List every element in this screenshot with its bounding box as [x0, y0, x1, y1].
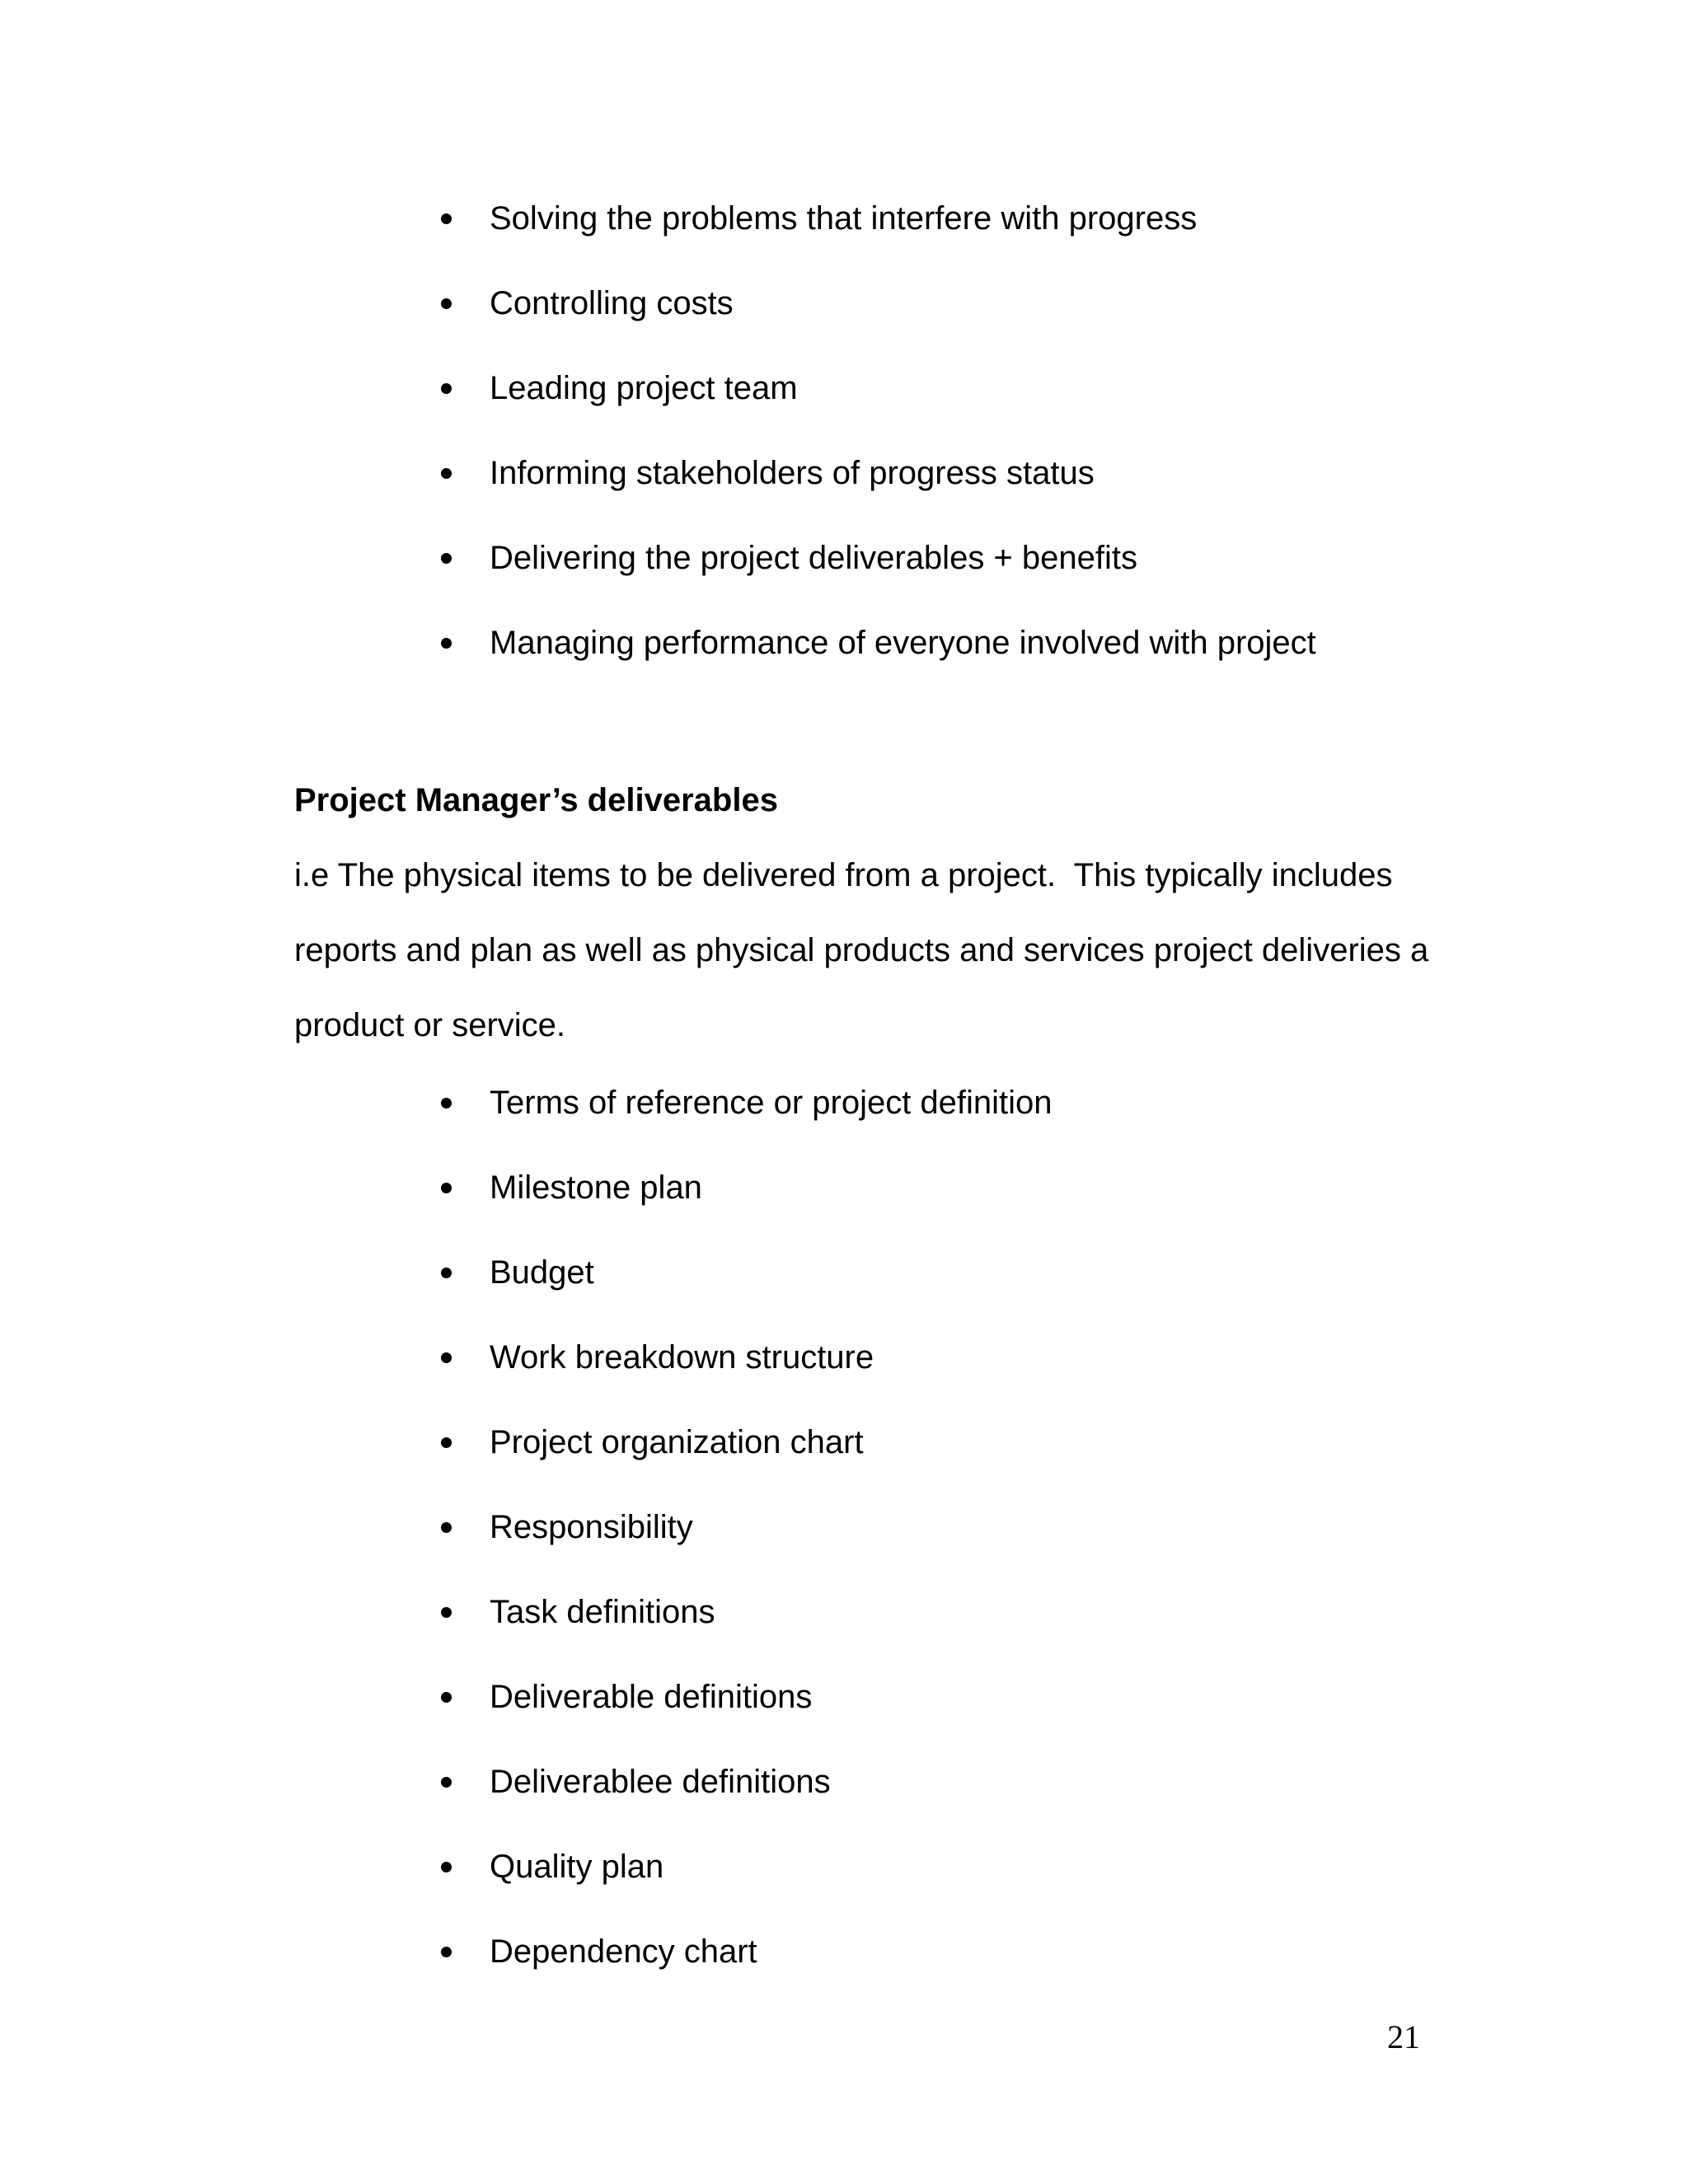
- bullet-icon: [441, 1862, 452, 1872]
- bullet-icon: [441, 1947, 452, 1957]
- bullet-icon: [441, 1183, 452, 1193]
- page-number: 21: [1387, 2018, 1420, 2055]
- list-item-text: Responsibility: [490, 1509, 693, 1545]
- bullet-icon: [441, 1268, 452, 1278]
- list-item-text: Controlling costs: [490, 285, 734, 321]
- bullet-icon: [441, 1098, 452, 1108]
- paragraph-line: product or service.: [294, 1007, 566, 1043]
- list-item-text: Deliverablee definitions: [490, 1764, 831, 1800]
- list-item-text: Task definitions: [490, 1594, 715, 1630]
- list-item-text: Project organization chart: [490, 1424, 864, 1460]
- list-item-text: Informing stakeholders of progress status: [490, 455, 1095, 491]
- bullet-icon: [441, 553, 452, 564]
- bullet-icon: [441, 213, 452, 224]
- bullet-icon: [441, 638, 452, 649]
- list-item-text: Dependency chart: [490, 1933, 757, 1970]
- bullet-icon: [441, 1437, 452, 1448]
- bullet-icon: [441, 1692, 452, 1703]
- list-item-text: Quality plan: [490, 1849, 664, 1885]
- bullet-icon: [441, 298, 452, 309]
- bullet-icon: [441, 1352, 452, 1363]
- bullet-icon: [441, 468, 452, 479]
- bullet-icon: [441, 1607, 452, 1618]
- list-item-text: Milestone plan: [490, 1169, 702, 1206]
- list-item-text: Terms of reference or project definition: [490, 1085, 1053, 1121]
- list-item-text: Deliverable definitions: [490, 1679, 813, 1715]
- paragraph-line: i.e The physical items to be delivered from a project. This typically includes: [294, 857, 1393, 893]
- bullet-icon: [441, 383, 452, 394]
- bullet-icon: [441, 1777, 452, 1788]
- list-item-text: Leading project team: [490, 370, 798, 406]
- list-item-text: Managing performance of everyone involved with project: [490, 625, 1316, 661]
- bullet-icon: [441, 1522, 452, 1533]
- list-item-text: Solving the problems that interfere with progress: [490, 200, 1198, 237]
- list-item-text: Budget: [490, 1254, 594, 1291]
- list-item-text: Work breakdown structure: [490, 1339, 874, 1376]
- section-heading: Project Manager’s deliverables: [294, 782, 778, 818]
- paragraph-line: reports and plan as well as physical products and services project deliveries a: [294, 932, 1429, 968]
- list-item-text: Delivering the project deliverables + benefits: [490, 540, 1137, 576]
